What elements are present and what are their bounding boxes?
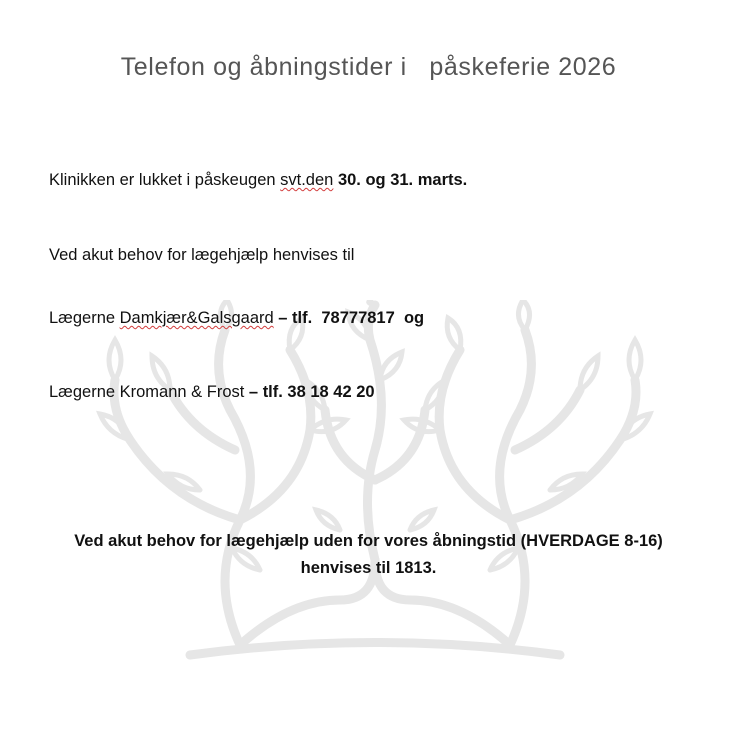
misspelled-word: svt.den	[280, 171, 334, 189]
doctor-1-name: Damkjær&Galsgaard	[119, 309, 274, 327]
doctor-2-phone: – tlf. 38 18 42 20	[244, 383, 375, 401]
doctor-1-phone: – tlf. 78777817 og	[273, 309, 425, 327]
doctor-1-prefix: Lægerne	[49, 309, 120, 327]
doctor-2-prefix: Lægerne Kromann & Frost	[49, 383, 245, 401]
after-hours-notice	[0, 528, 737, 582]
after-hours-line-2: henvises til 1813.	[300, 559, 437, 577]
tree-of-life-icon	[90, 300, 660, 670]
doctor-1-line	[49, 309, 424, 328]
closed-notice	[49, 171, 467, 190]
doctor-2-line	[49, 383, 375, 402]
closed-notice-prefix: Klinikken er lukket i påskeugen	[49, 171, 281, 189]
page-title: Telefon og åbningstider i påskeferie 2026	[120, 53, 617, 81]
closed-dates: 30. og 31. marts.	[337, 171, 468, 189]
urgent-intro: Ved akut behov for lægehjælp henvises til	[49, 246, 355, 264]
after-hours-line-1: Ved akut behov for lægehjælp uden for vores åbningstid (HVERDAGE 8-16)	[74, 532, 663, 550]
